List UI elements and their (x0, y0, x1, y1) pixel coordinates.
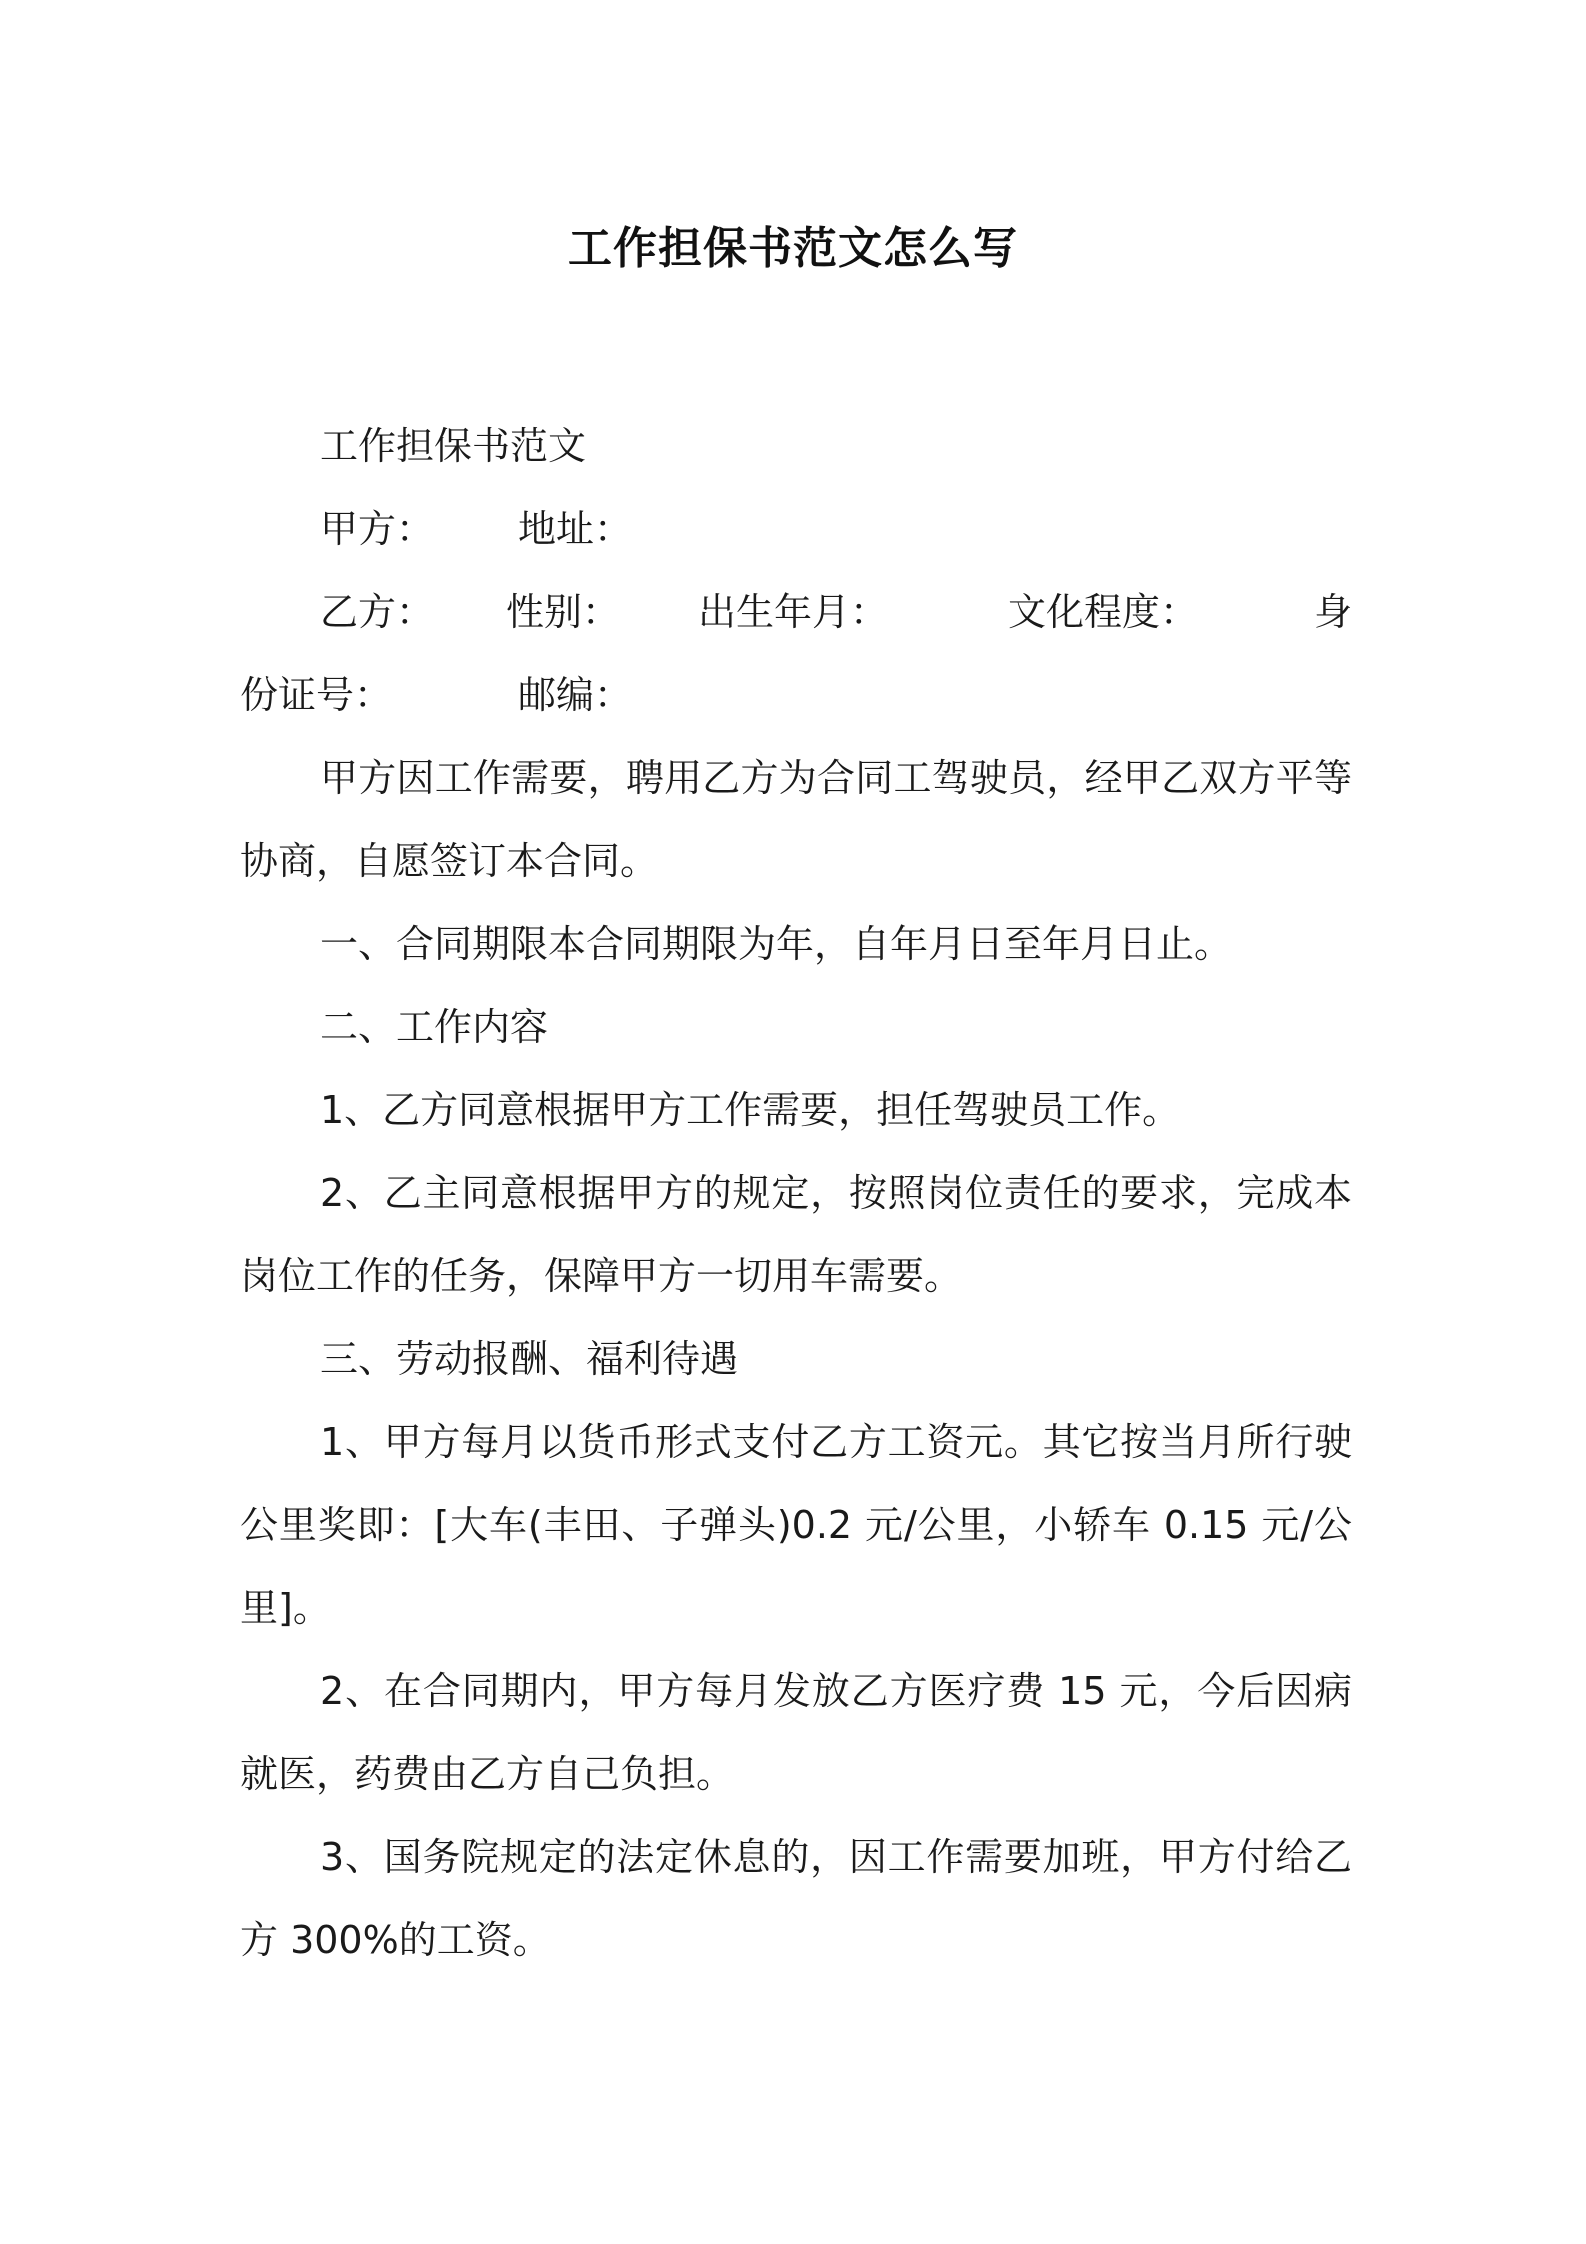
paragraph: 1、甲方每月以货币形式支付乙方工资元。其它按当月所行驶公里奖即：[大车(丰田、子弹头)0.2 元/公里，小轿车 0.15 元/公里]。 (240, 1420, 1352, 1630)
section-heading: 三、劳动报酬、福利待遇 (320, 1337, 739, 1381)
gender-label: 性别： (506, 590, 621, 634)
id-label-part2: 份证号： (240, 673, 393, 717)
paragraph: 2、在合同期内，甲方每月发放乙方医疗费 15 元，今后因病就医，药费由乙方自己负担。 (240, 1669, 1352, 1796)
section-heading: 二、工作内容 (320, 1005, 549, 1049)
postcode-label: 邮编： (518, 673, 633, 717)
party-b-row (240, 571, 1352, 654)
party-a-label: 甲方： (320, 507, 435, 551)
party-b-row-2 (240, 654, 1352, 737)
document-body (240, 405, 1352, 1982)
address-label: 地址： (518, 507, 633, 551)
page-title: 工作担保书范文怎么写 (568, 223, 1018, 274)
party-b-label: 乙方： (320, 590, 435, 634)
education-label: 文化程度： (1008, 590, 1199, 634)
paragraph: 一、合同期限本合同期限为年，自年月日至年月日止。 (320, 922, 1233, 966)
party-a-row (240, 488, 1352, 571)
paragraph: 1、乙方同意根据甲方工作需要，担任驾驶员工作。 (320, 1088, 1181, 1132)
birth-label: 出生年月： (698, 590, 889, 634)
subtitle: 工作担保书范文 (320, 424, 587, 468)
id-label-part1: 身 (1314, 590, 1353, 634)
paragraph: 甲方因工作需要，聘用乙方为合同工驾驶员，经甲乙双方平等协商，自愿签订本合同。 (240, 756, 1352, 883)
paragraph: 3、国务院规定的法定休息的，因工作需要加班，甲方付给乙方 300%的工资。 (240, 1835, 1352, 1962)
paragraph: 2、乙主同意根据甲方的规定，按照岗位责任的要求，完成本岗位工作的任务，保障甲方一切用车需要。 (240, 1171, 1352, 1298)
